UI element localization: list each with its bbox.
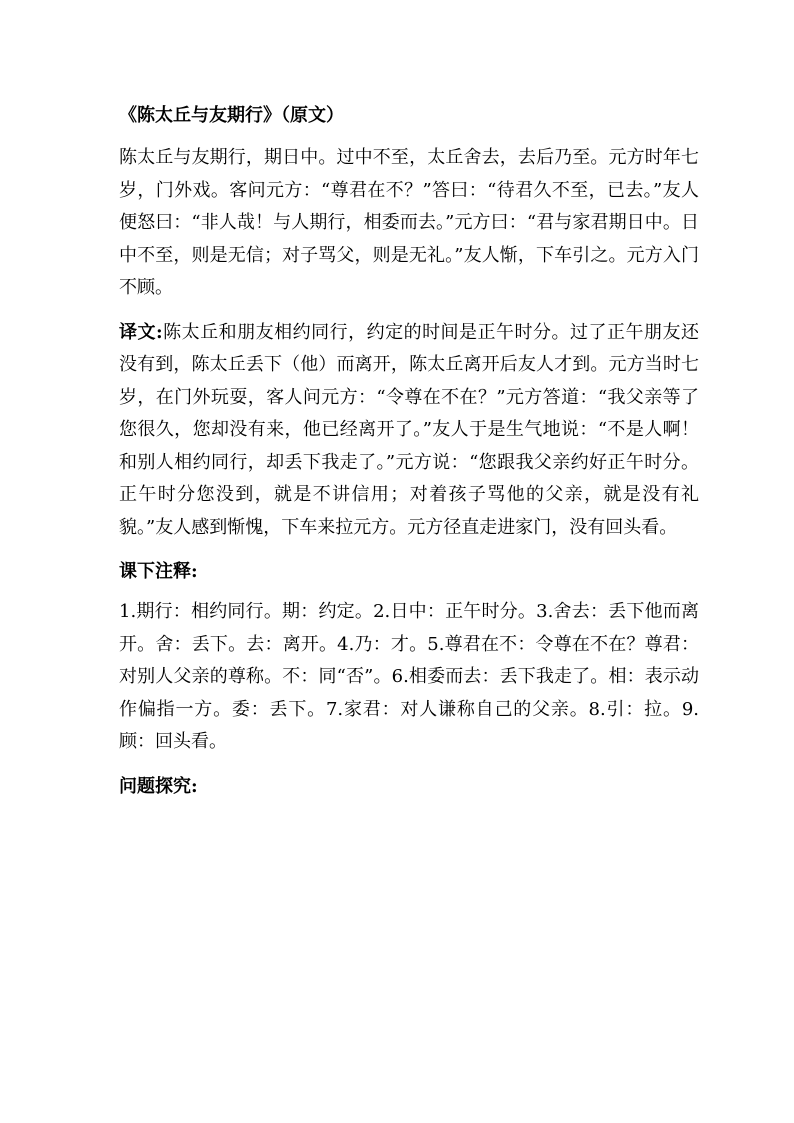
original-text-paragraph: 陈太丘与友期行，期日中。过中不至，太丘舍去，去后乃至。元方时年七岁，门外戏。客问元方：“尊君在不？”答曰：“待君久不至，已去。”友人便怒曰：“非人哉！与人期行，相委而去。”元方曰：“君与家君期日中。日中不至，则是无信；对子骂父，则是无礼。”友人惭，下车引之。元方入门不顾。	[119, 147, 699, 298]
translation-text: 陈太丘和朋友相约同行，约定的时间是正午时分。过了正午朋友还没有到，陈太丘丢下（他）而离开，陈太丘离开后友人才到。元方当时七岁，在门外玩耍，客人问元方：“令尊在不在？”元方答道：“我父亲等了您很久，您却没有来，他已经离开了。”友人于是生气地说：“不是人啊！和别人相约同行，却丢下我走了。”元方说：“您跟我父亲约好正午时分。正午时分您没到，就是不讲信用；对着孩子骂他的父亲，就是没有礼貌。”友人感到惭愧，下车来拉元方。元方径直走进家门，没有回头看。	[119, 321, 699, 538]
questions-heading: 问题探究:	[119, 775, 198, 797]
document-title: 《陈太丘与友期行》（原文）	[119, 105, 344, 126]
translation-label: 译文:	[119, 321, 163, 343]
notes-paragraph: 1.期行：相约同行。期：约定。2.日中：正午时分。3.舍去：丢下他而离开。舍：丢下。去：离开。4.乃：才。5.尊君在不：令尊在不在？尊君：对别人父亲的尊称。不：同“否”。6.相委而去：丢下我走了。相：表示动作偏指一方。委：丢下。7.家君：对人谦称自己的父亲。8.引：拉。9.顾：回头看。	[119, 601, 699, 752]
notes-heading: 课下注释:	[119, 561, 198, 582]
translation-paragraph	[119, 317, 699, 545]
document-page	[119, 100, 699, 811]
